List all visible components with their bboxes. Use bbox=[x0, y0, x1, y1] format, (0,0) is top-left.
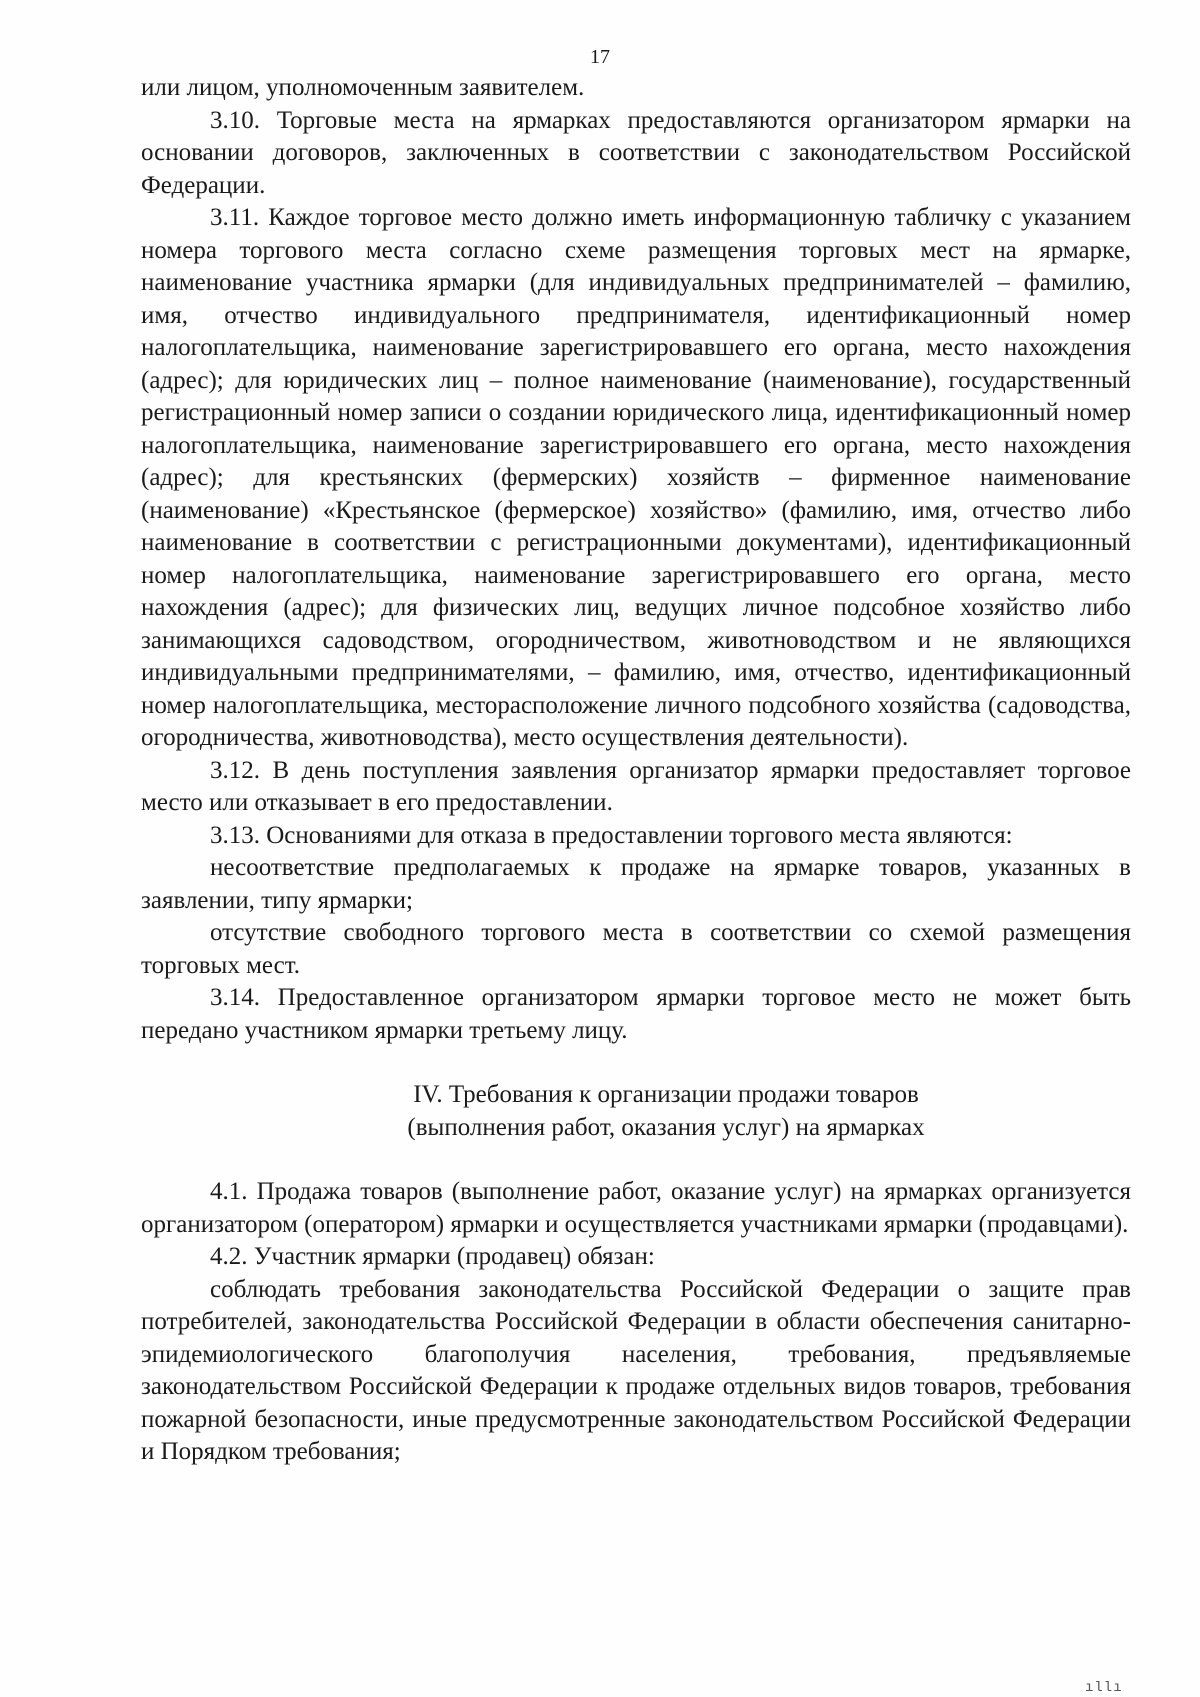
paragraph-3-14: 3.14. Предоставленное организатором ярмарки торговое место не может быть передано участником ярмарки третьему лицу. bbox=[141, 984, 1131, 1044]
paragraph-3-13: 3.13. Основаниями для отказа в предоставлении торгового места являются: bbox=[210, 821, 1013, 849]
section-heading-line-1: IV. Требования к организации продажи товаров bbox=[413, 1081, 919, 1108]
document-body bbox=[141, 72, 1131, 1469]
paragraph-3-13-item-2: отсутствие свободного торгового места в соответствии со схемой размещения торговых мест. bbox=[141, 919, 1131, 979]
paragraph-4-2-item-1: соблюдать требования законодательства Российской Федерации о защите прав потребителей, законодательства Российской Федерации в области обеспечения санитарно-эпидемиологического благополучия населения, требования, предъявляемые законодательством Российской Федерации к продаже отдельных видов товаров, требования пожарной безопасности, иные предусмотренные законодательством Российской Федерации и Порядком требования; bbox=[141, 1275, 1131, 1465]
paragraph-3-12: 3.12. В день поступления заявления организатор ярмарки предоставляет торговое место или отказывает в его предоставлении. bbox=[141, 756, 1131, 816]
paragraph-3-10: 3.10. Торговые места на ярмарках предоставляются организатором ярмарки на основании договоров, заключенных в соответствии с законодательством Российской Федерации. bbox=[141, 106, 1131, 199]
paragraph-4-2: 4.2. Участник ярмарки (продавец) обязан: bbox=[210, 1243, 655, 1270]
section-heading-line-2: (выполнения работ, оказания услуг) на ярмарках bbox=[407, 1113, 925, 1141]
paragraph-3-13-item-1: несоответствие предполагаемых к продаже на ярмарке товаров, указанных в заявлении, типу ярмарки; bbox=[141, 854, 1131, 914]
scan-artifact-mark: ıllı bbox=[1085, 1680, 1123, 1696]
paragraph-continuation: или лицом, уполномоченным заявителем. bbox=[141, 74, 585, 101]
page-number: 17 bbox=[590, 46, 610, 68]
section-heading bbox=[141, 1079, 1131, 1144]
paragraph-4-1: 4.1. Продажа товаров (выполнение работ, оказание услуг) на ярмарках организуется организатором (оператором) ярмарки и осуществляется участниками ярмарки (продавцами). bbox=[141, 1178, 1131, 1238]
paragraph-3-11: 3.11. Каждое торговое место должно иметь информационную табличку с указанием номера торгового места согласно схеме размещения торговых мест на ярмарке, наименование участника ярмарки (для индивидуальных предпринимателей – фамилию, имя, отчество индивидуального предпринимателя, идентификационный номер налогоплательщика, наименование зарегистрировавшего его органа, место нахождения (адрес); для юридических лиц – полное наименование (наименование), государственный регистрационный номер записи о создании юридического лица, идентификационный номер налогоплательщика, наименование зарегистрировавшего его органа, место нахождения (адрес); для крестьянских (фермерских) хозяйств – фирменное наименование (наименование) «Крестьянское (фермерское) хозяйство» (фамилию, имя, отчество либо наименование в соответствии с регистрационными документами), идентификационный номер налогоплательщика, наименование зарегистрировавшего его органа, место нахождения (адрес); для физических лиц, ведущих личное подсобное хозяйство либо занимающихся садоводством, огородничеством, животноводством и не являющихся индивидуальными предпринимателями, – фамилию, имя, отчество, идентификационный номер налогоплательщика, месторасположение личного подсобного хозяйства (садоводства, огородничества, животноводства), место осуществления деятельности). bbox=[141, 204, 1131, 751]
